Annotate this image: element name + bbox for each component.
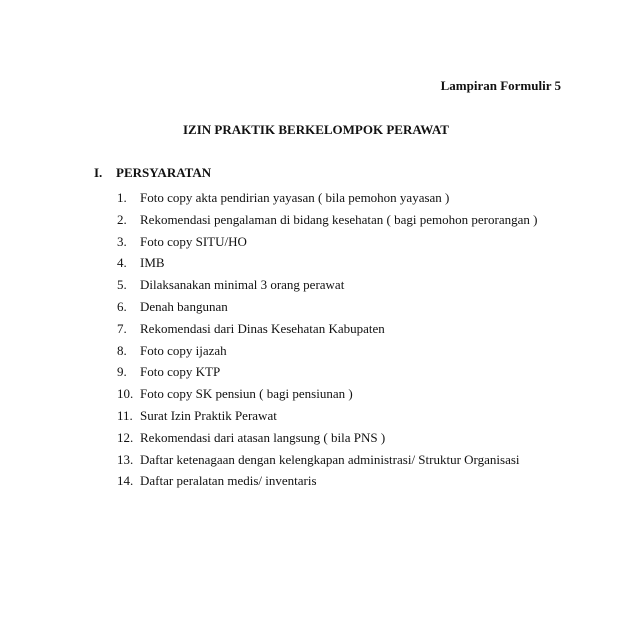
list-item (117, 361, 537, 383)
item-number: 12. (117, 429, 134, 445)
item-number: 8. (117, 342, 127, 358)
list-item (117, 470, 537, 492)
item-text: Denah bangunan (140, 298, 228, 314)
list-item (117, 252, 537, 274)
list-item (117, 187, 537, 209)
item-number: 5. (117, 277, 127, 293)
list-item (117, 318, 537, 340)
list-item (117, 274, 537, 296)
item-number: 7. (117, 320, 127, 336)
item-text: Foto copy KTP (140, 364, 221, 380)
item-text: Daftar peralatan medis/ inventaris (140, 473, 317, 489)
list-item (117, 405, 537, 427)
item-text: Rekomendasi pengalaman di bidang kesehatan ( bagi pemohon perorangan ) (140, 211, 538, 227)
item-number: 2. (117, 211, 127, 227)
item-number: 4. (117, 255, 127, 271)
list-item (117, 296, 537, 318)
item-number: 13. (117, 451, 134, 467)
list-item (117, 449, 537, 471)
list-item (117, 427, 537, 449)
item-number: 6. (117, 298, 127, 314)
form-label: Lampiran Formulir 5 (440, 78, 561, 93)
item-text: IMB (140, 255, 165, 271)
item-number: 14. (117, 473, 134, 489)
item-text: Foto copy SK pensiun ( bagi pensiunan ) (140, 386, 353, 402)
requirements-list (117, 187, 537, 492)
list-item (117, 340, 537, 362)
item-number: 3. (117, 233, 127, 249)
item-text: Daftar ketenagaan dengan kelengkapan administrasi/ Struktur Organisasi (140, 451, 520, 467)
item-number: 9. (117, 364, 127, 380)
section-heading-text: PERSYARATAN (116, 165, 212, 180)
list-item (117, 209, 537, 231)
item-number: 10. (117, 386, 134, 402)
list-item (117, 231, 537, 253)
item-text: Dilaksanakan minimal 3 orang perawat (140, 277, 345, 293)
section-heading (94, 165, 211, 181)
item-text: Foto copy ijazah (140, 342, 227, 358)
item-text: Foto copy SITU/HO (140, 233, 247, 249)
item-text: Rekomendasi dari atasan langsung ( bila PNS ) (140, 429, 386, 445)
document-title: IZIN PRAKTIK BERKELOMPOK PERAWAT (183, 122, 449, 137)
item-number: 1. (117, 190, 127, 205)
section-numeral: I. (94, 165, 103, 180)
item-number: 11. (117, 407, 133, 423)
item-text: Rekomendasi dari Dinas Kesehatan Kabupaten (140, 320, 385, 336)
item-text: Foto copy akta pendirian yayasan ( bila pemohon yayasan ) (140, 190, 450, 205)
list-item (117, 383, 537, 405)
item-text: Surat Izin Praktik Perawat (140, 407, 277, 423)
